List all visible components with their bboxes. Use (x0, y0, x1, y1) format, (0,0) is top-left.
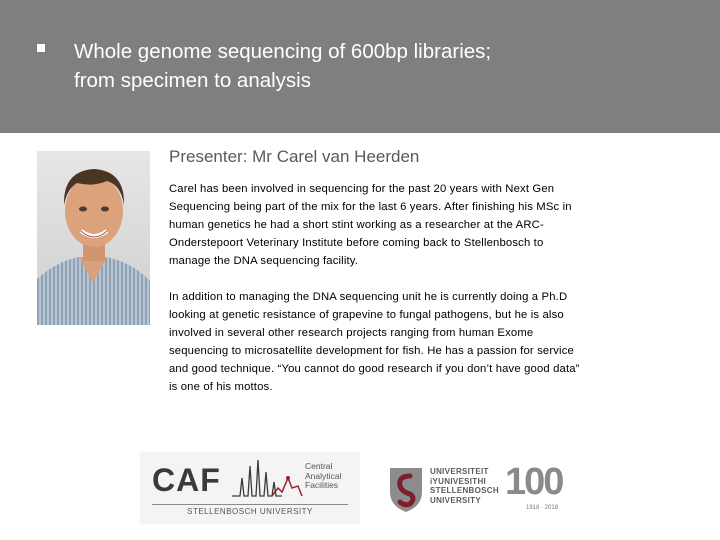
su-name-line: UNIVERSITY (430, 495, 482, 505)
stellenbosch-logo (388, 462, 588, 518)
bio-line: human genetics he had a short stint working as a researcher at the ARC- (169, 219, 544, 231)
slide-title-line-1: Whole genome sequencing of 600bp libraries; (74, 40, 492, 63)
bio-line: manage the DNA sequencing facility. (169, 255, 359, 267)
bio-line: Onderstepoort Veterinary Institute before coming back to Stellenbosch to (169, 237, 544, 249)
caf-name-line: Central (305, 461, 333, 471)
bio-line: sequencing to microsatellite development for fish. He has a passion for service (169, 345, 574, 357)
su-name-block (430, 467, 499, 505)
bio-line: Sequencing being part of the mix for the last 6 years. After finishing his MSc in (169, 201, 572, 213)
bio-paragraph-2 (169, 288, 659, 396)
caf-university: STELLENBOSCH UNIVERSITY (187, 507, 313, 516)
su-centenary-mark: 100 (505, 461, 563, 503)
su-name-line: STELLENBOSCH (430, 486, 499, 495)
title-banner (0, 0, 720, 133)
chromatogram-icon (232, 458, 304, 500)
presenter-name: Presenter: Mr Carel van Heerden (169, 147, 420, 166)
bio-paragraph-1 (169, 180, 659, 270)
caf-name-line: Facilities (305, 480, 339, 490)
slide-title-line-2: from specimen to analysis (74, 69, 311, 92)
bio-line: and good technique. “You cannot do good research if you don’t have good data” (169, 363, 580, 375)
caf-acronym: CAF (152, 462, 221, 498)
caf-name-line: Analytical (305, 470, 342, 481)
caf-logo (140, 452, 360, 524)
bio-line: Carel has been involved in sequencing for the past 20 years with Next Gen (169, 183, 555, 195)
bullet-icon (36, 42, 48, 56)
bio-line: In addition to managing the DNA sequencing unit he is currently doing a Ph.D (169, 291, 568, 303)
bio-line: is one of his mottos. (169, 381, 273, 393)
slide-title (74, 37, 674, 95)
caf-divider (152, 504, 348, 505)
portrait-illustration (37, 151, 150, 325)
caf-full-name (305, 462, 341, 491)
su-name-line: iYUNIVESITHI (430, 476, 487, 486)
presenter-photo (37, 151, 150, 325)
su-crest-icon (388, 466, 424, 514)
su-centenary-years: 1918 · 2018 (526, 505, 559, 511)
bio-line: looking at genetic resistance of grapevine to fungal pathogens, but he is also (169, 309, 564, 321)
su-name-line: UNIVERSITEIT (430, 467, 489, 476)
bio-line: involved in several other research projects ranging from human Exome (169, 327, 534, 339)
